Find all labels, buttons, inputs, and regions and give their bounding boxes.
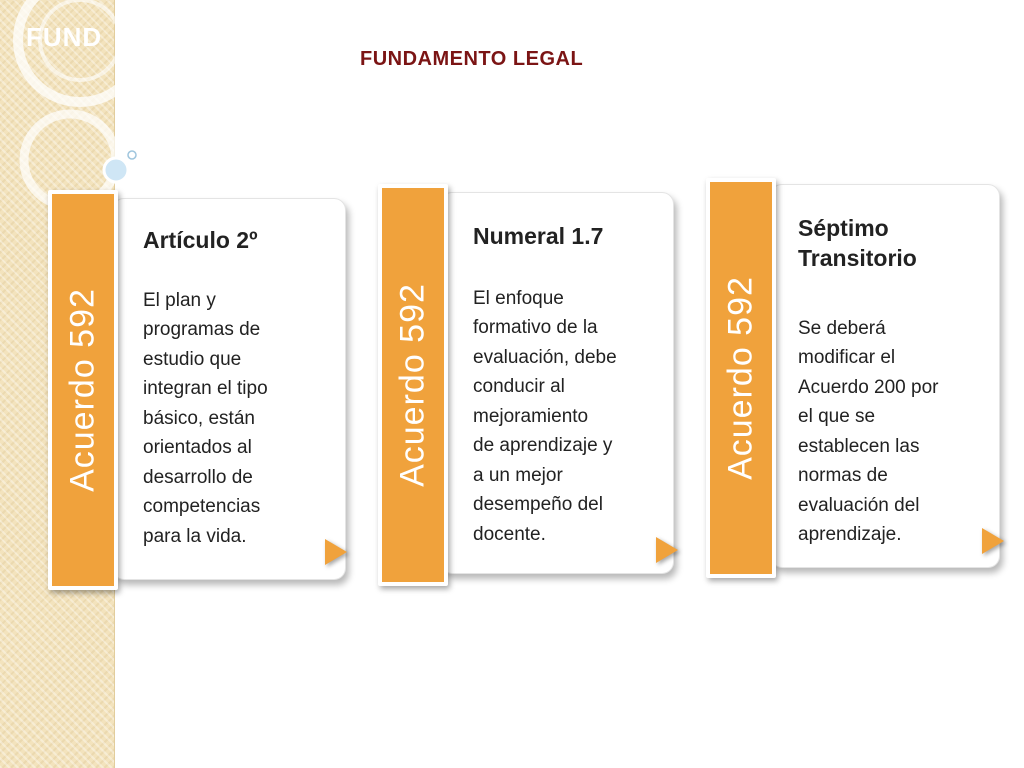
card-tab	[48, 190, 118, 590]
body-line: mejoramiento	[473, 405, 589, 427]
tab-label: Acuerdo 592	[63, 288, 102, 492]
body-line: modificar el	[798, 347, 896, 369]
body-line: aprendizaje.	[798, 524, 902, 546]
card-body	[143, 286, 333, 551]
body-line: orientados al	[143, 437, 252, 459]
arrow-right-icon	[982, 528, 1004, 554]
card-heading: Numeral 1.7	[473, 223, 604, 249]
body-line: de aprendizaje y	[473, 435, 613, 457]
body-line: El enfoque	[473, 288, 564, 309]
body-line: integran el tipo	[143, 378, 268, 400]
card-body	[473, 284, 663, 549]
body-line: Acuerdo 200 por	[798, 376, 939, 398]
body-line: competencias	[143, 496, 261, 518]
card-body	[798, 314, 988, 550]
body-line: estudio que	[143, 348, 242, 370]
card-heading: Artículo 2º	[143, 227, 258, 253]
tab-label: Acuerdo 592	[393, 283, 432, 487]
body-line: docente.	[473, 523, 546, 545]
body-line: básico, están	[143, 407, 255, 429]
card-tab	[378, 184, 448, 586]
body-line: desarrollo de	[143, 466, 253, 488]
body-line: El plan y	[143, 290, 216, 311]
body-line: formativo de la	[473, 317, 598, 339]
body-line: evaluación del	[798, 494, 920, 516]
card-heading: Séptimo Transitorio	[798, 215, 917, 271]
body-line: el que se	[798, 406, 876, 428]
body-line: evaluación, debe	[473, 346, 617, 368]
arrow-right-icon	[656, 537, 678, 563]
body-line: establecen las	[798, 435, 920, 457]
page-title: FUNDAMENTO LEGAL	[360, 48, 584, 70]
cutoff-title: FUND	[26, 22, 103, 52]
body-line: a un mejor	[473, 464, 563, 486]
body-line: normas de	[798, 465, 888, 487]
arrow-right-icon	[325, 539, 347, 565]
body-line: conducir al	[473, 376, 565, 398]
body-line: para la vida.	[143, 525, 247, 547]
card-tab	[706, 178, 776, 578]
tab-label: Acuerdo 592	[721, 276, 760, 480]
body-line: desempeño del	[473, 494, 603, 516]
body-line: programas de	[143, 319, 261, 341]
body-line: Se deberá	[798, 318, 886, 339]
